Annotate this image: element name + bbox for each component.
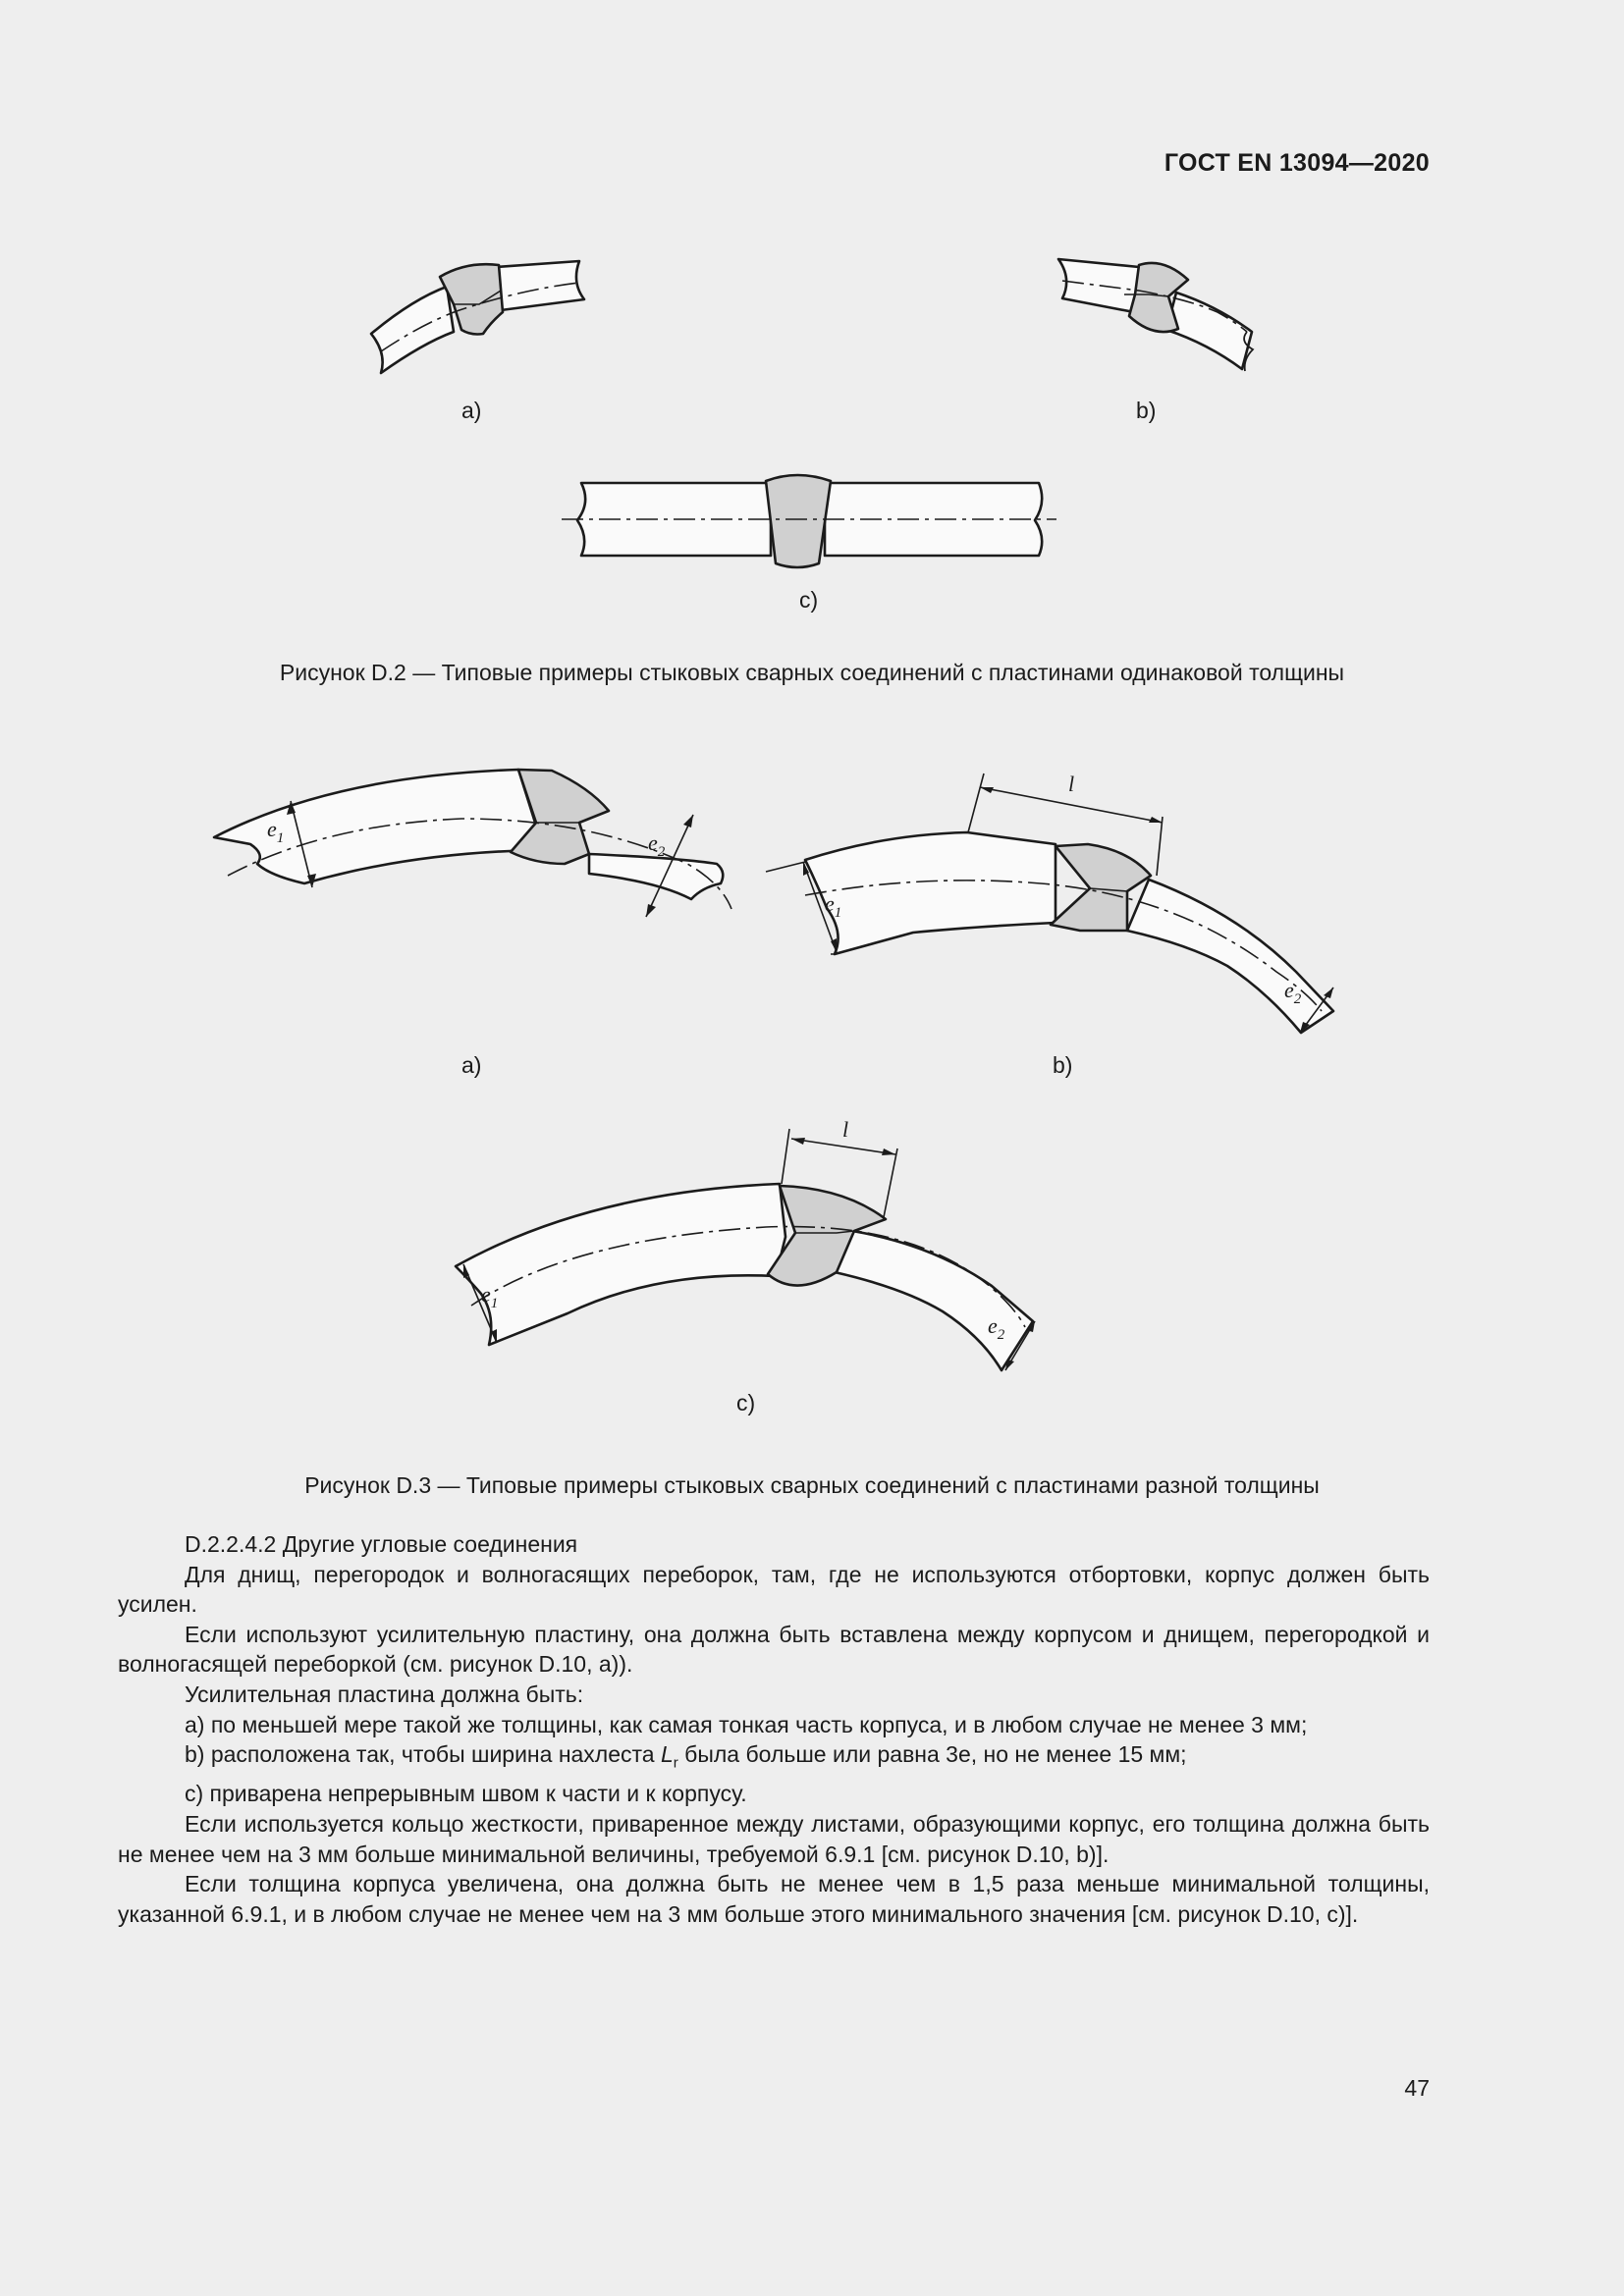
list-item-b: b) расположена так, чтобы ширина нахлеста $L_r$ была больше или равна 3e, но не менее 15 мм; [185,1741,1187,1772]
paragraph-3: Усилительная пластина должна быть: [185,1681,584,1707]
d2-label-c: c) [799,587,819,613]
d3b-drawing [766,774,1333,1033]
paragraph-4: Если используется кольцо жесткости, приваренное между листами, образующими корпус, его толщина должна быть не менее чем на 3 мм больше минимальной величины, требуемой 6.9.1 [см. рисунок D.10, b)]. [118,1810,1430,1867]
d2-label-a: a) [461,398,482,423]
d3b-e2-label: $e_2$ [1284,978,1302,1007]
figure-d3-caption: Рисунок D.3 — Типовые примеры стыковых сварных соединений с пластинами разной толщины [304,1472,1320,1498]
section-heading: D.2.2.4.2 Другие угловые соединения [185,1531,578,1557]
paragraph-1: Для днищ, перегородок и волногасящих переборок, там, где не используются отбортовки, корпус должен быть усилен. [118,1561,1430,1618]
paragraph-2: Если используют усилительную пластину, она должна быть вставлена между корпусом и днищем, перегородкой и волногасящей переборкой (см. рисунок D.10, а)). [118,1621,1430,1678]
list-item-a: a) по меньшей мере такой же толщины, как самая тонкая часть корпуса, и в любом случае не менее 3 мм; [185,1711,1308,1737]
d3c-e2-label: $e_2$ [988,1313,1005,1343]
d2-label-b: b) [1136,398,1157,423]
figure-d2-caption: Рисунок D.2 — Типовые примеры стыковых сварных соединений с пластинами одинаковой толщины [279,660,1345,685]
d3a-e1-label: $e_1$ [267,817,285,846]
d3b-l-label: l [1068,772,1075,796]
d3-label-c: c) [736,1390,756,1415]
d2a-drawing [371,261,584,373]
d3-label-b: b) [1053,1052,1073,1078]
d3a-e2-label: $e_2$ [648,830,666,860]
d3c-drawing [456,1129,1035,1370]
standard-header: ГОСТ EN 13094—2020 [1164,149,1430,177]
d3-label-a: a) [461,1052,482,1078]
d2b-drawing [1058,259,1253,371]
section-body [118,1529,1430,1929]
paragraph-5: Если толщина корпуса увеличена, она должна быть не менее чем в 1,5 раза меньше минимальной толщины, указанной 6.9.1, и в любом случае не менее чем на 3 мм больше этого минимального значения [см. рисунок D.10, c)]. [118,1871,1430,1927]
d3c-e1-label: $e_1$ [481,1282,499,1311]
list-item-c: c) приварена непрерывным швом к части и к корпусу. [185,1781,747,1807]
d3c-l-label: l [842,1117,849,1142]
d3b-e1-label: $e_1$ [825,891,842,921]
d2c-drawing [562,475,1056,567]
page-number: 47 [1404,2075,1430,2101]
